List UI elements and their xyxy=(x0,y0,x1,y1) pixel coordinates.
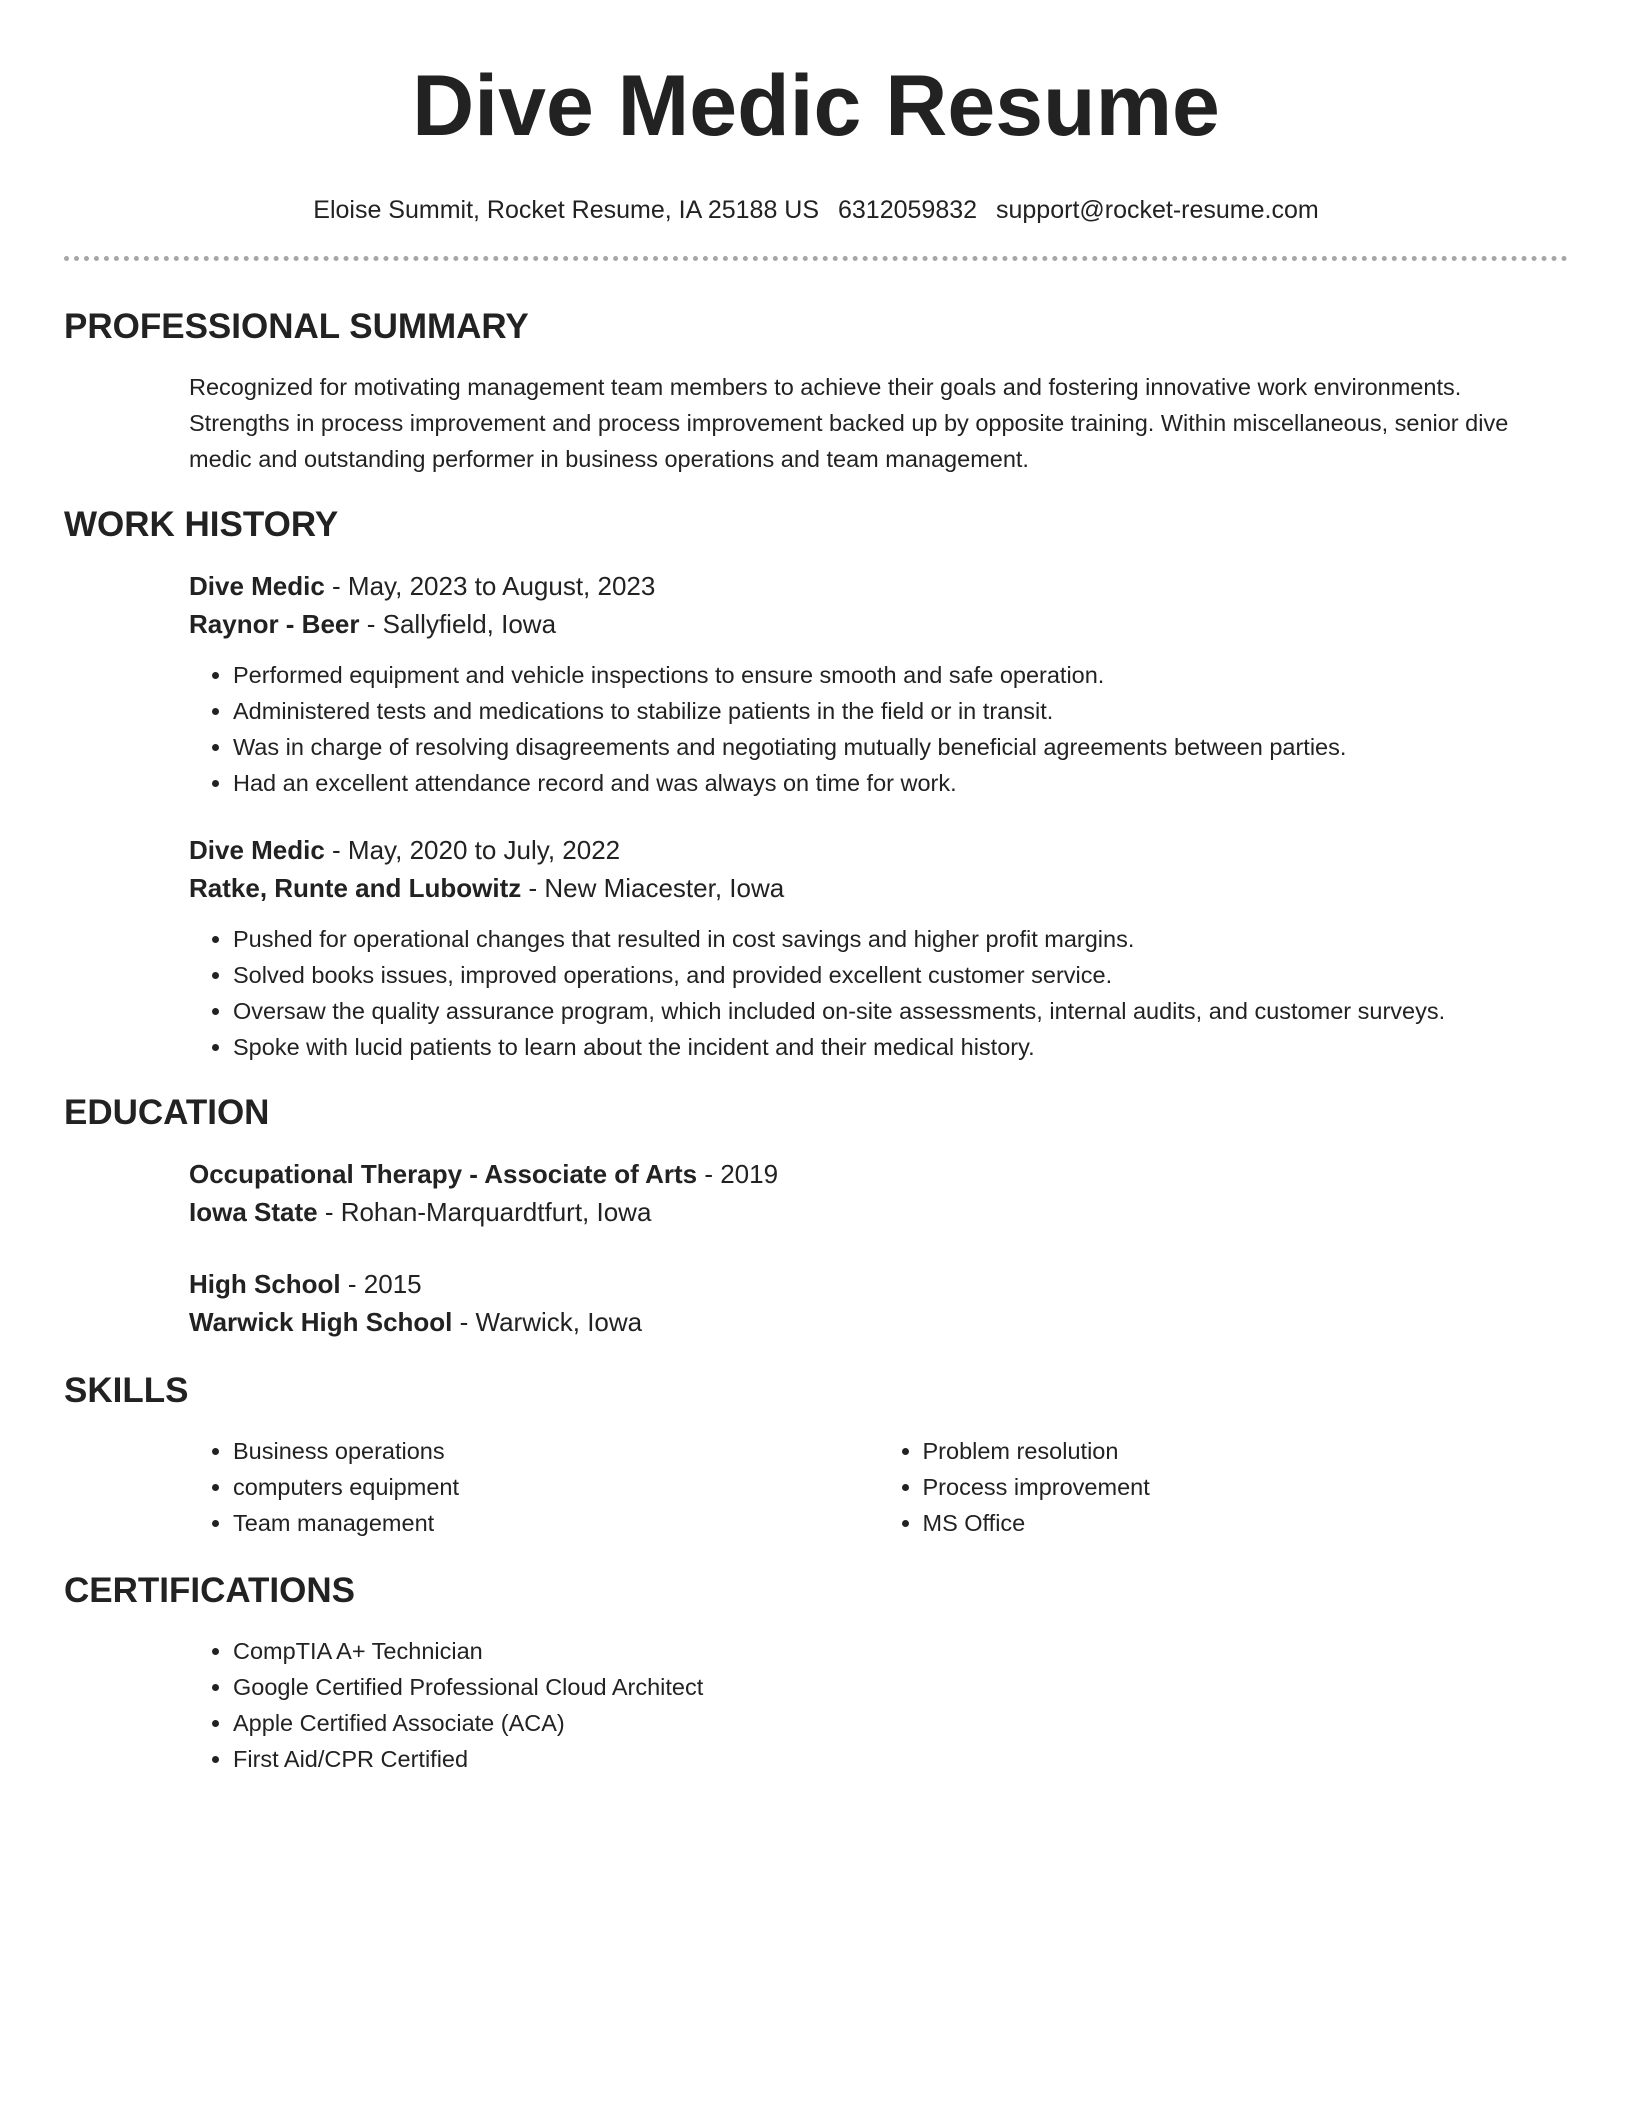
education-degree-line xyxy=(189,1265,1568,1303)
job-bullets xyxy=(189,657,1568,801)
summary-text: Recognized for motivating management team members to achieve their goals and fostering innovative work environments. Strengths in process improvement and process improvement backed up by opposite training. Within miscellaneous, senior dive medic and outstanding performer in business operations and team management. xyxy=(189,374,1509,472)
list-item: • Was in charge of resolving disagreements and negotiating mutually beneficial agreements between parties. xyxy=(233,729,1568,765)
skills-section xyxy=(64,1369,1568,1541)
job-location: - New Miacester, Iowa xyxy=(521,873,785,903)
job-company-line xyxy=(189,605,1568,643)
skills-heading: SKILLS xyxy=(64,1371,189,1410)
list-item: • MS Office xyxy=(923,1505,1569,1541)
contact-address: Eloise Summit, Rocket Resume, IA 25188 US xyxy=(313,196,820,224)
list-item: • Problem resolution xyxy=(923,1433,1569,1469)
list-item: • Administered tests and medications to stabilize patients in the field or in transit. xyxy=(233,693,1568,729)
job-role: Dive Medic xyxy=(189,571,325,601)
education-degree-line xyxy=(189,1155,1568,1193)
list-item: • Had an excellent attendance record and was always on time for work. xyxy=(233,765,1568,801)
certifications-heading: CERTIFICATIONS xyxy=(64,1571,356,1610)
education-location: - Rohan-Marquardtfurt, Iowa xyxy=(317,1197,652,1227)
list-item: • Spoke with lucid patients to learn about the incident and their medical history. xyxy=(233,1029,1568,1065)
contact-email: support@rocket-resume.com xyxy=(996,196,1319,224)
job-dates: - May, 2020 to July, 2022 xyxy=(324,835,621,865)
job-entry xyxy=(189,831,1568,1065)
summary-heading: PROFESSIONAL SUMMARY xyxy=(64,307,529,346)
job-dates: - May, 2023 to August, 2023 xyxy=(324,571,656,601)
page-title: Dive Medic Resume xyxy=(412,58,1220,154)
skills-list-right xyxy=(879,1433,1569,1541)
education-section xyxy=(64,1091,1568,1341)
education-school: Iowa State xyxy=(189,1197,318,1227)
job-entry xyxy=(189,567,1568,801)
list-item: • Business operations xyxy=(233,1433,879,1469)
job-company: Raynor - Beer xyxy=(189,609,360,639)
education-heading: EDUCATION xyxy=(64,1093,270,1132)
contact-line xyxy=(64,194,1568,226)
education-year: - 2015 xyxy=(340,1269,422,1299)
summary-section xyxy=(64,305,1568,477)
education-school-line xyxy=(189,1193,1568,1231)
list-item: • Solved books issues, improved operations, and provided excellent customer service. xyxy=(233,957,1568,993)
list-item: • computers equipment xyxy=(233,1469,879,1505)
job-title-line xyxy=(189,567,1568,605)
list-item: • Performed equipment and vehicle inspections to ensure smooth and safe operation. xyxy=(233,657,1568,693)
list-item: • Process improvement xyxy=(923,1469,1569,1505)
work-history-heading: WORK HISTORY xyxy=(64,505,339,544)
job-company-line xyxy=(189,869,1568,907)
list-item: • CompTIA A+ Technician xyxy=(233,1633,1568,1669)
job-bullets xyxy=(189,921,1568,1065)
education-entry xyxy=(189,1265,1568,1341)
job-location: - Sallyfield, Iowa xyxy=(359,609,557,639)
header-divider xyxy=(64,256,1568,261)
education-school: Warwick High School xyxy=(189,1307,453,1337)
education-degree: Occupational Therapy - Associate of Arts xyxy=(189,1159,698,1189)
certifications-list xyxy=(189,1633,1568,1777)
list-item: • Apple Certified Associate (ACA) xyxy=(233,1705,1568,1741)
education-entry xyxy=(189,1155,1568,1231)
list-item: • Oversaw the quality assurance program, which included on-site assessments, internal audits, and customer surveys. xyxy=(233,993,1568,1029)
education-degree: High School xyxy=(189,1269,341,1299)
education-location: - Warwick, Iowa xyxy=(452,1307,643,1337)
education-school-line xyxy=(189,1303,1568,1341)
work-history-section xyxy=(64,503,1568,1065)
list-item: • Pushed for operational changes that resulted in cost savings and higher profit margins. xyxy=(233,921,1568,957)
job-title-line xyxy=(189,831,1568,869)
list-item: • Team management xyxy=(233,1505,879,1541)
contact-phone: 6312059832 xyxy=(838,196,978,224)
education-year: - 2019 xyxy=(697,1159,779,1189)
job-company: Ratke, Runte and Lubowitz xyxy=(189,873,522,903)
certifications-section xyxy=(64,1569,1568,1777)
list-item: • First Aid/CPR Certified xyxy=(233,1741,1568,1777)
skills-list-left xyxy=(189,1433,879,1541)
job-role: Dive Medic xyxy=(189,835,325,865)
list-item: • Google Certified Professional Cloud Architect xyxy=(233,1669,1568,1705)
